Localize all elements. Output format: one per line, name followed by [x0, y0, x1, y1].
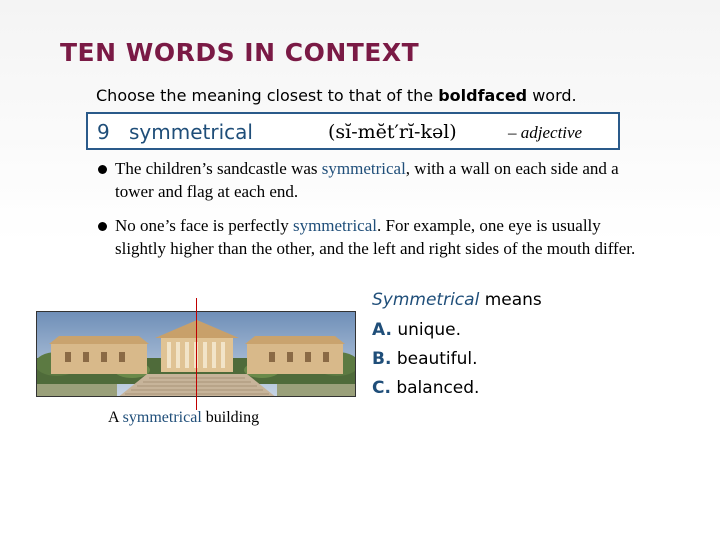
answer-option-a[interactable] — [372, 320, 461, 340]
option-letter: A. — [372, 320, 392, 340]
question-prompt — [372, 290, 542, 310]
context-sentence — [98, 214, 638, 260]
option-text: beautiful. — [391, 349, 478, 369]
page-title: TEN WORDS IN CONTEXT — [60, 38, 420, 67]
sentence-text: , with a wall on each side and a tower and flag at each end. — [115, 159, 619, 201]
instructions-end: word. — [527, 86, 577, 105]
center-axis-line — [196, 298, 197, 410]
bullet-icon — [98, 222, 107, 231]
question-text: means — [479, 290, 542, 310]
sentence-text: The children’s sandcastle was — [115, 159, 322, 178]
instructions-bold: boldfaced — [438, 86, 528, 105]
instructions-text: Choose the meaning closest to that of the — [96, 86, 439, 105]
word-number: 9 — [97, 120, 110, 144]
pronunciation: (sĭ-mĕt′rĭ-kəl) — [328, 121, 457, 143]
caption-text: building — [201, 409, 260, 426]
sentence-text: . For example, one eye is usually slightly higher than the other, and the left and right sides of the mouth differ. — [115, 216, 636, 258]
bullet-icon — [98, 165, 107, 174]
vocabulary-word: symmetrical — [129, 120, 253, 144]
option-letter: B. — [372, 349, 392, 369]
answer-option-c[interactable] — [372, 378, 479, 398]
caption-text: A — [108, 409, 123, 426]
caption-keyword: symmetrical — [122, 409, 202, 426]
sentence-keyword: symmetrical — [321, 159, 406, 178]
instructions — [96, 86, 577, 105]
option-text: unique. — [391, 320, 462, 340]
sentence-keyword: symmetrical — [292, 216, 377, 235]
part-of-speech: – adjective — [508, 123, 583, 142]
option-letter: C. — [372, 378, 391, 398]
question-keyword: Symmetrical — [372, 290, 480, 310]
answer-option-b[interactable] — [372, 349, 478, 369]
vocabulary-word-box — [86, 112, 620, 150]
context-sentence — [98, 157, 638, 203]
photo-caption — [108, 409, 259, 427]
sentence-text: No one’s face is perfectly — [115, 216, 293, 235]
option-text: balanced. — [390, 378, 480, 398]
